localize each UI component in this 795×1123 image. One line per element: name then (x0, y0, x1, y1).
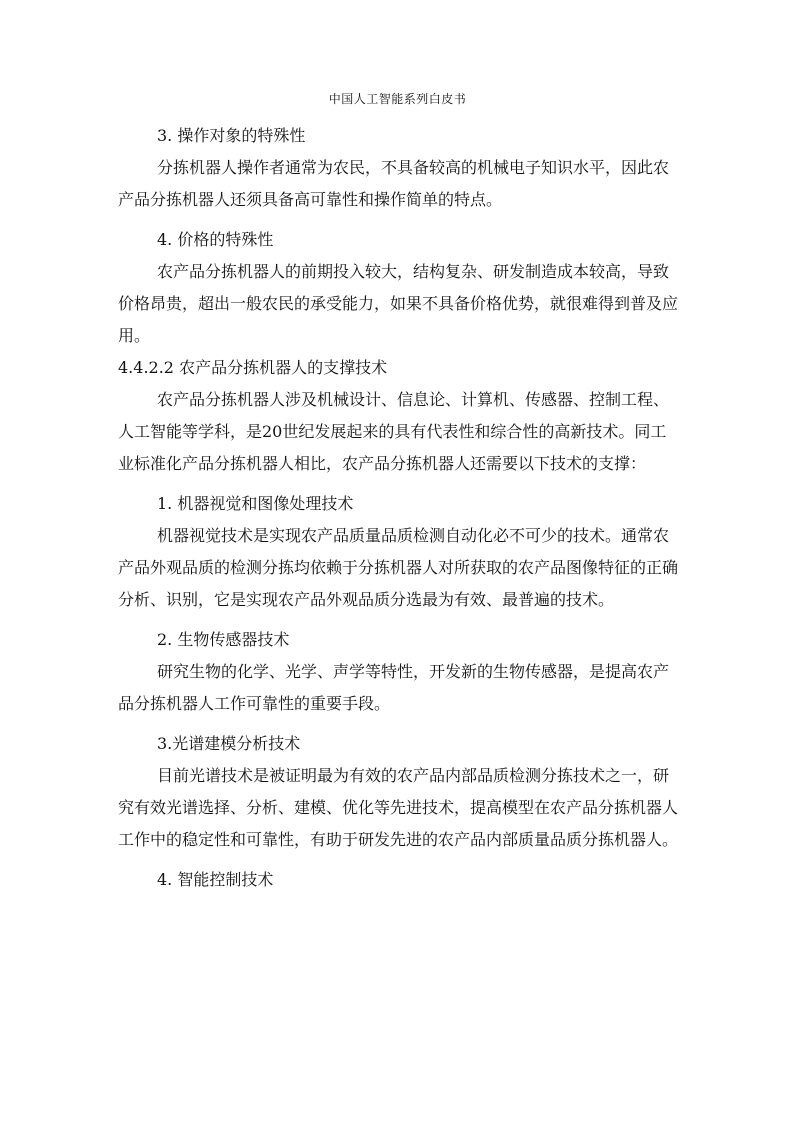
list-heading-biosensor: 2. 生物传感器技术 (157, 630, 290, 649)
paragraph-spectral-modeling: 目前光谱技术是被证明最为有效的农产品内部品质检测分拣技术之一，研究有效光谱选择、分析、建模、优化等先进技术，提高模型在农产品分拣机器人工作中的稳定性和可靠性，有助于研发先进的农产品内部质量品质分拣机器人。 (118, 766, 679, 849)
paragraph-biosensor: 研究生物的化学、光学、声学等特性，开发新的生物传感器，是提高农产品分拣机器人工作可靠性的重要手段。 (118, 662, 670, 713)
document-body (118, 120, 678, 896)
paragraph-price: 农产品分拣机器人的前期投入较大，结构复杂、研发制造成本较高，导致价格昂贵，超出一般农民的承受能力，如果不具备价格优势，就很难得到普及应用。 (118, 262, 679, 345)
list-heading-operation-object: 3. 操作对象的特殊性 (157, 126, 306, 145)
list-heading-machine-vision: 1. 机器视觉和图像处理技术 (157, 494, 354, 513)
paragraph-operator: 分拣机器人操作者通常为农民，不具备较高的机械电子知识水平，因此农产品分拣机器人还须具备高可靠性和操作简单的特点。 (118, 158, 670, 209)
list-heading-price: 4. 价格的特殊性 (157, 230, 274, 249)
paragraph-machine-vision: 机器视觉技术是实现农产品质量品质检测自动化必不可少的技术。通常农产品外观品质的检测分拣均依赖于分拣机器人对所获取的农产品图像特征的正确分析、识别，它是实现农产品外观品质分选最为有效、最普遍的技术。 (118, 526, 679, 609)
page-header: 中国人工智能系列白皮书 (328, 92, 467, 106)
paragraph-supporting-tech-intro: 农产品分拣机器人涉及机械设计、信息论、计算机、传感器、控制工程、人工智能等学科，是20世纪发展起来的具有代表性和综合性的高新技术。同工业标准化产品分拣机器人相比，农产品分拣机器人还需要以下技术的支撑： (118, 390, 670, 473)
list-heading-intelligent-control: 4. 智能控制技术 (157, 870, 274, 889)
list-heading-spectral-modeling: 3.光谱建模分析技术 (157, 734, 301, 753)
section-title-supporting-tech: 4.4.2.2 农产品分拣机器人的支撑技术 (118, 358, 388, 377)
